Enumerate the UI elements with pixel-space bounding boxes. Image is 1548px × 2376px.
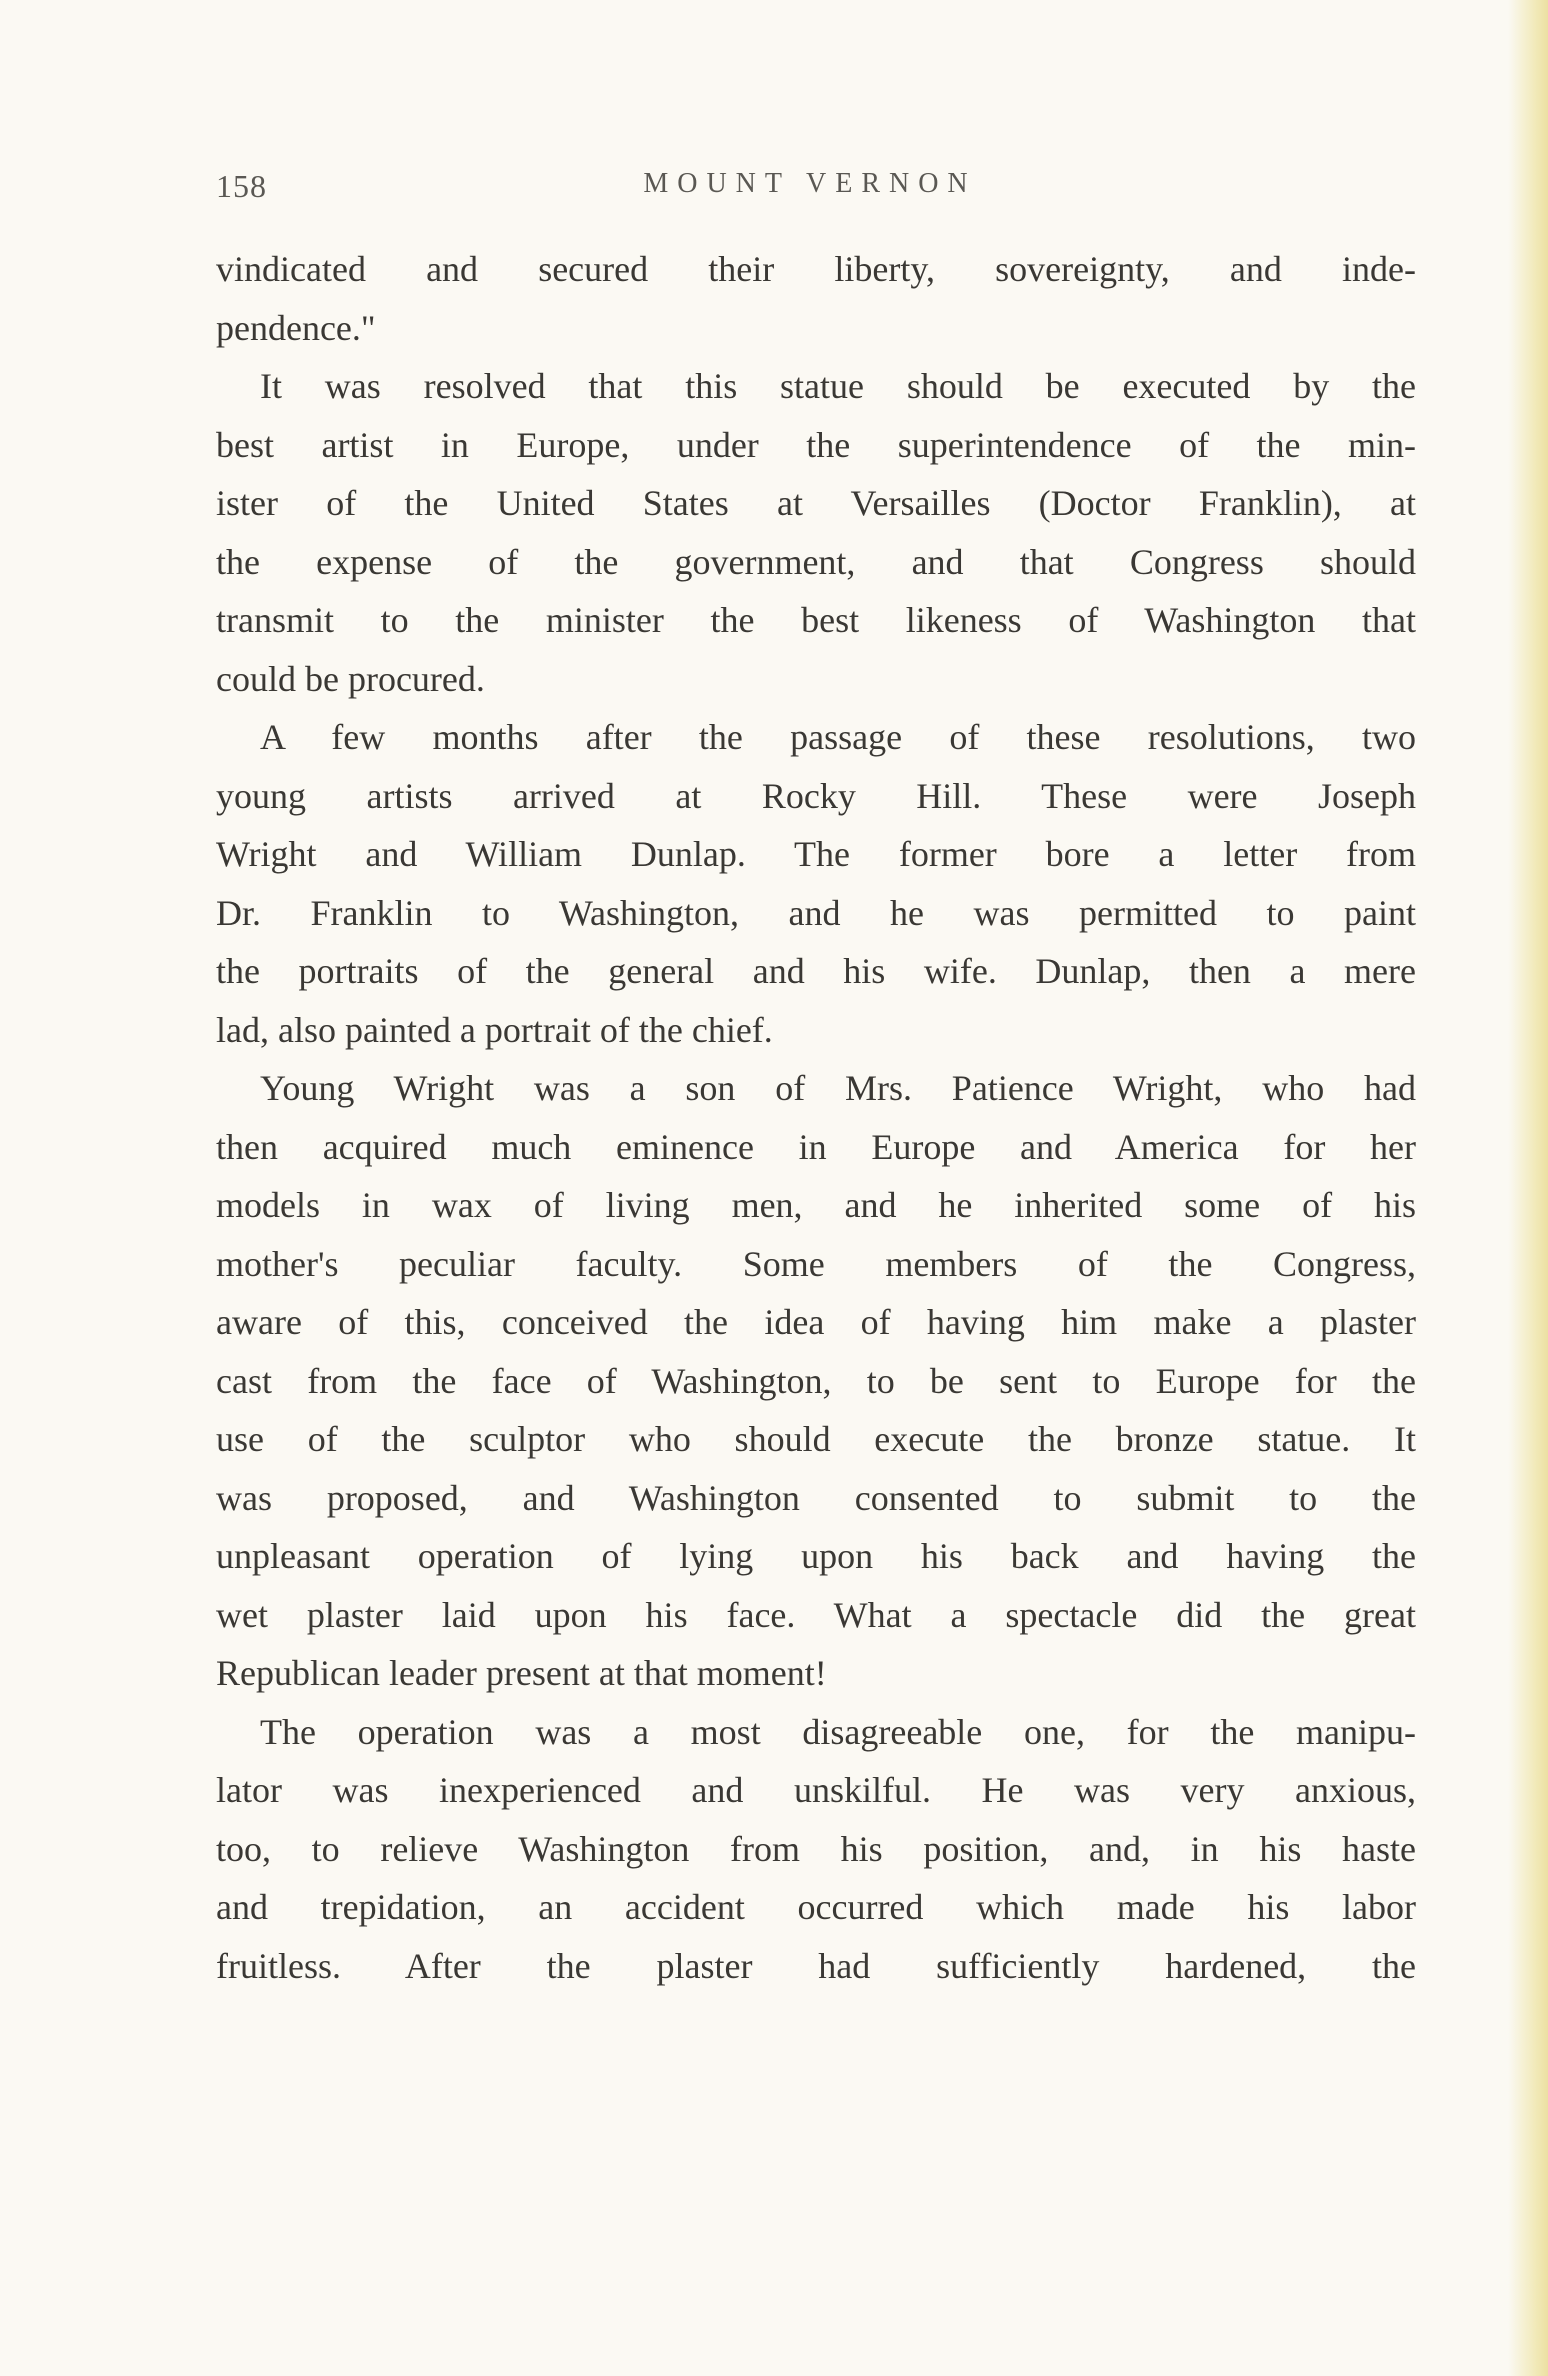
text-line: fruitless. After the plaster had sufficiently hardened, the [216,1945,1416,1986]
text-line: transmit to the minister the best likeness of Washington that [216,600,1416,640]
text-line: wet plaster laid upon his face. What a spectacle did the great [216,1594,1416,1635]
page-number: 158 [216,168,267,204]
body-text [216,240,1416,1995]
text-line: Republican leader present at that moment! [216,1653,827,1693]
text-line: could be procured. [216,658,485,699]
paragraph-start-line: Young Wright was a son of Mrs. Patience Wright, who had [260,1068,1416,1108]
text-line: was proposed, and Washington consented to submit to the [216,1477,1416,1518]
text-line: young artists arrived at Rocky Hill. These were Joseph [216,775,1416,816]
page-header [216,168,1404,218]
text-line: unpleasant operation of lying upon his back and having the [216,1536,1416,1576]
paragraph-start-line: A few months after the passage of these resolutions, two [260,717,1416,757]
text-line: the portraits of the general and his wife. Dunlap, then a mere [216,951,1416,991]
text-line: then acquired much eminence in Europe and America for her [216,1126,1416,1167]
text-line: Wright and William Dunlap. The former bore a letter from [216,834,1416,874]
paragraph-start-line: It was resolved that this statue should be executed by the [260,366,1416,406]
text-line: cast from the face of Washington, to be sent to Europe for the [216,1360,1416,1401]
paragraph-start-line: The operation was a most disagreeable one, for the manipu- [260,1711,1416,1752]
text-line: vindicated and secured their liberty, sovereignty, and inde- [216,249,1416,289]
text-line: lator was inexperienced and unskilful. He was very anxious, [216,1770,1416,1810]
text-line: mother's peculiar faculty. Some members of the Congress, [216,1243,1416,1284]
text-line: pendence." [216,307,376,348]
text-line: ister of the United States at Versailles (Doctor Franklin), at [216,483,1416,523]
text-line: use of the sculptor who should execute the bronze statue. It [216,1419,1416,1459]
page-edge-shading [1508,0,1548,2376]
text-line: aware of this, conceived the idea of having him make a plaster [216,1302,1416,1342]
text-line: Dr. Franklin to Washington, and he was permitted to paint [216,892,1416,933]
text-line: too, to relieve Washington from his position, and, in his haste [216,1828,1416,1869]
text-line: lad, also painted a portrait of the chief. [216,1009,773,1050]
text-line: best artist in Europe, under the superintendence of the min- [216,424,1416,465]
text-line: and trepidation, an accident occurred which made his labor [216,1887,1416,1927]
running-head: MOUNT VERNON [643,168,977,199]
text-line: models in wax of living men, and he inherited some of his [216,1185,1416,1225]
text-line: the expense of the government, and that Congress should [216,541,1416,582]
